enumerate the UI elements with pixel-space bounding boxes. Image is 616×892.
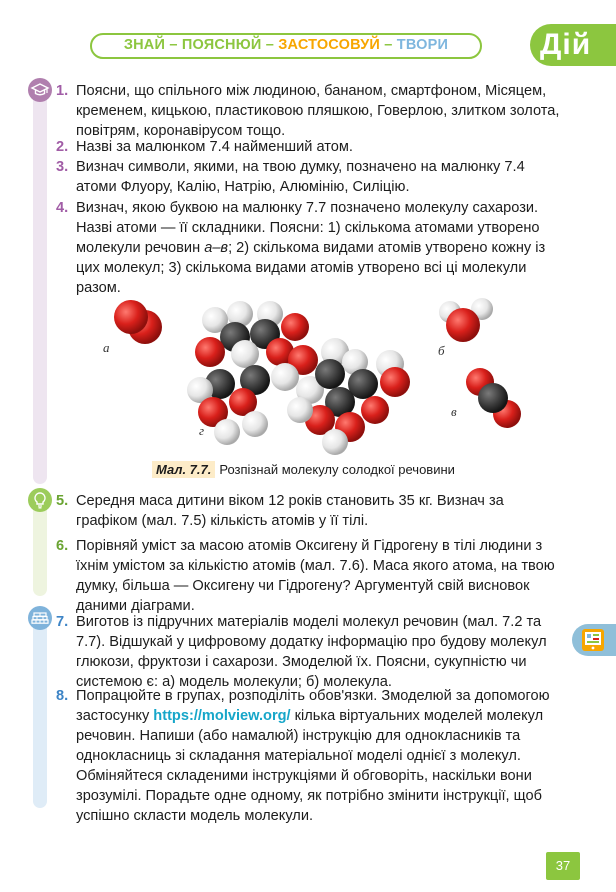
section-banner	[90, 33, 482, 59]
task-number: 8.	[56, 688, 69, 704]
task-number: 3.	[56, 159, 69, 175]
task-5	[56, 491, 560, 531]
molecule-g-sucrose	[187, 301, 410, 455]
create-side-bar	[33, 608, 47, 808]
task-text: Середня маса дитини віком 12 років становить 35 кг. Визнач за графіком (мал. 7.5) кількість атомів у її тілі.	[76, 493, 504, 529]
graduation-cap-icon	[28, 78, 52, 102]
figure-caption-text: Розпізнай молекулу солодкої речовини	[219, 462, 455, 477]
task-number: 1.	[56, 83, 69, 99]
task-text-a: Визнач, якою буквою на малюнку 7.7 позначено молекулу сахарози. Назві атоми — її складники. Поясни: 1) скількома атомами утворено молекули речовин	[76, 200, 540, 256]
molecule-b-water	[439, 298, 493, 342]
label-a: а	[103, 340, 110, 355]
task-text-italic: а–в	[204, 240, 229, 256]
explain-side-bar	[33, 84, 47, 484]
task-1	[56, 81, 560, 141]
page-number: 37	[546, 852, 580, 880]
task-number: 4.	[56, 200, 69, 216]
task-7	[56, 612, 560, 692]
banner-know: ЗНАЙ	[123, 37, 166, 53]
molecule-figure	[95, 292, 535, 462]
banner-create: ТВОРИ	[396, 37, 449, 53]
task-4	[56, 198, 560, 298]
task-text: Виготов із підручних матеріалів моделі молекул речовин (мал. 7.2 та 7.7). Відшукай у цифровому додатку інформацію про будову молекул глюкози, фруктози і сахарози. Змоделюй їх. Поясни, сукупністю чи системою є: а) модель молекули; б) молекула.	[76, 614, 547, 690]
figure-caption	[152, 462, 455, 478]
task-text: Визнач символи, якими, на твою думку, позначено на малюнку 7.4 атоми Флуору, Калію, Натрію, Алюмінію, Силіцію.	[76, 159, 525, 195]
molecule-a-oxygen	[114, 300, 162, 344]
banner-dash-2: –	[265, 37, 274, 53]
banner-explain: ПОЯСНЮЙ	[181, 37, 262, 53]
bricks-icon	[28, 606, 52, 630]
task-text: Поясни, що спільного між людиною, бананом, смартфоном, Місяцем, кременем, кицькою, пластиковою пляшкою, Говерлою, злитком золота, повітрям, коронавірусом тощо.	[76, 83, 560, 139]
digital-supplement-icon[interactable]	[572, 624, 616, 656]
molview-link[interactable]: https://molview.org/	[153, 708, 291, 724]
task-text-b: ; 2) скількома видами атомів утворено кожну із цих молекул; 3) скількома видами атомів утворено всі ці молекули разом.	[76, 240, 546, 296]
task-number: 6.	[56, 538, 69, 554]
task-text: Назві за малюнком 7.4 найменший атом.	[76, 139, 353, 155]
molecule-v-carbon-dioxide	[466, 368, 521, 428]
lightbulb-icon	[28, 488, 52, 512]
figure-ref: Мал. 7.7.	[152, 461, 215, 478]
label-g: г	[199, 423, 205, 438]
task-number: 2.	[56, 139, 69, 155]
label-b: б	[438, 343, 445, 358]
task-text-a: Попрацюйте в групах, розподіліть обов'язки. Змоделюй за допомогою застосунку	[76, 688, 550, 724]
banner-apply: ЗАСТОСОВУЙ	[278, 37, 381, 53]
task-number: 5.	[56, 493, 69, 509]
task-8	[56, 686, 560, 826]
task-3	[56, 157, 560, 197]
act-tab: Дій	[530, 24, 616, 66]
task-text: Порівняй уміст за масою атомів Оксигену й Гідрогену в тілі людини з їхнім умістом за кількістю атомів (мал. 7.6). Маса якого атома, на твою думку, більша — Оксигену чи Гідрогену? Аргументуй свій висновок даними діаграми.	[76, 538, 555, 614]
task-number: 7.	[56, 614, 69, 630]
task-text-b: кілька віртуальних моделей молекул речовин. Напиши (або намалюй) інструкцію для однокласників та однокласниць зі складання матеріальної моделі однієї з молекул. Обміняйтеся складеними інструкціями й обговоріть, наскільки вони зрозумілі. Порадьте одне одному, як потрібно змінити інструкції, щоб успішно скласти модель молекули.	[76, 708, 544, 824]
molecule-models-image	[95, 292, 535, 462]
task-6	[56, 536, 560, 616]
banner-dash-1: –	[169, 37, 178, 53]
label-v: в	[451, 404, 457, 419]
banner-dash-3: –	[384, 37, 393, 53]
task-2	[56, 137, 560, 157]
